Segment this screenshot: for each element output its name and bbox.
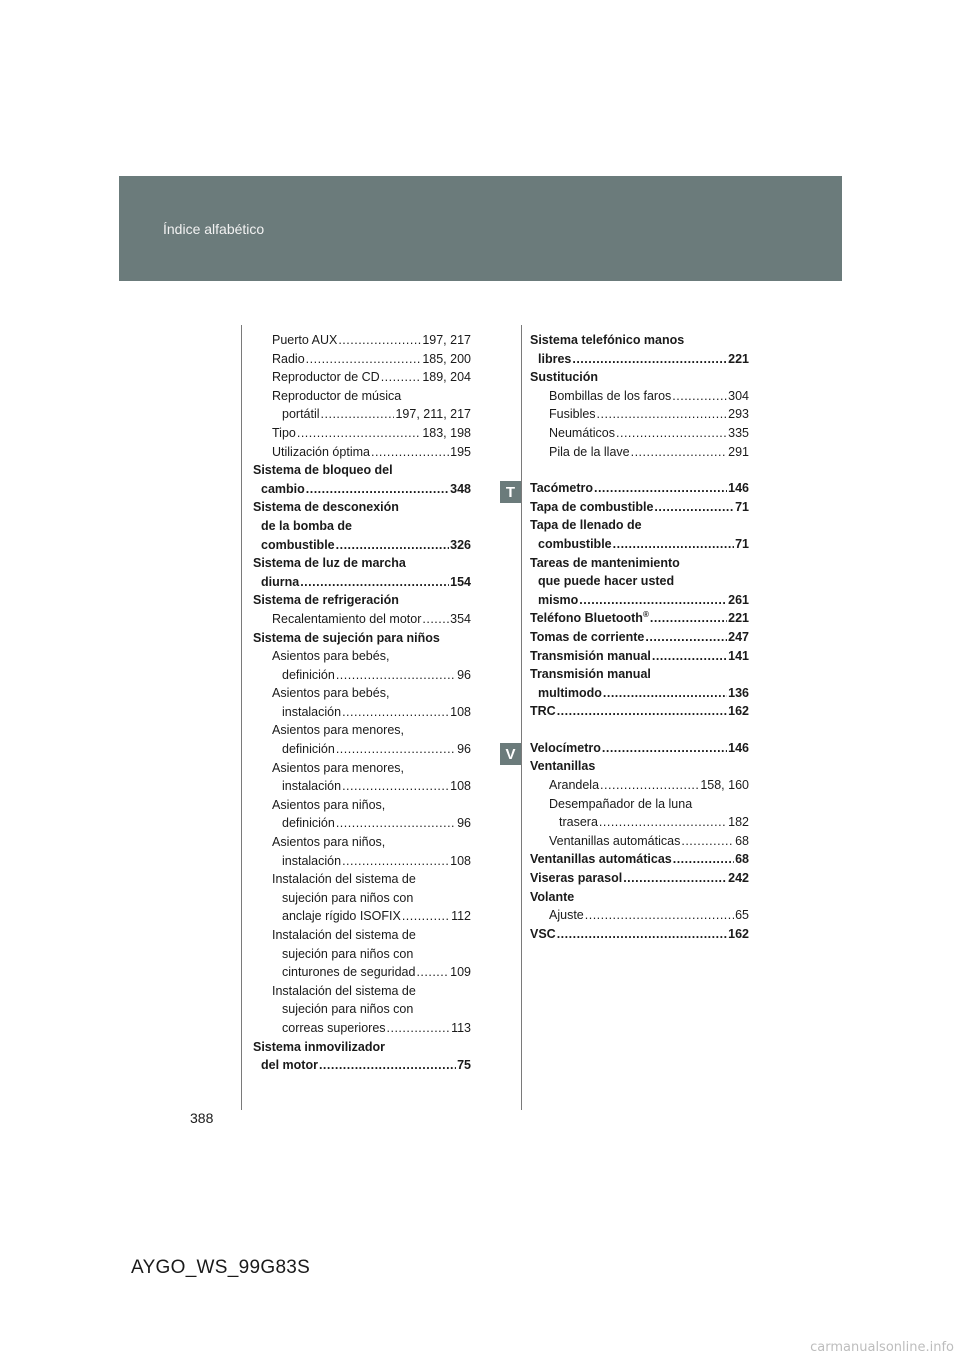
entry-term: Tipo — [272, 425, 296, 440]
entry-term: instalación — [282, 704, 342, 719]
entry-term: definición — [282, 816, 335, 831]
entry-term: Ajuste — [549, 908, 584, 923]
index-entry — [253, 554, 471, 591]
entry-term: Fusibles — [549, 407, 596, 422]
entry-term: Tapa de combustible — [530, 499, 654, 514]
letter-marker-v: V — [500, 743, 521, 765]
entry-page: 108 — [450, 704, 471, 719]
entry-page: 247 — [728, 629, 749, 644]
index-entry — [530, 628, 749, 647]
entry-term: definición — [282, 742, 335, 757]
entry-term: Sustitución — [530, 370, 599, 385]
index-entry — [253, 424, 471, 443]
column-divider — [521, 325, 522, 1110]
index-entry — [253, 759, 471, 796]
section-gap — [530, 461, 749, 479]
entry-page: 291 — [728, 444, 749, 459]
entry-page: 112 — [451, 909, 471, 924]
entry-page: 158, 160 — [700, 778, 749, 793]
entry-term: portátil — [282, 407, 320, 422]
index-entry — [253, 796, 471, 833]
entry-term-line: Sistema telefónico manos — [530, 333, 685, 347]
letter-marker-t: T — [500, 481, 521, 503]
entry-page: 68 — [735, 833, 749, 848]
section-title: Índice alfabético — [163, 221, 265, 237]
entry-term: Neumáticos — [549, 425, 615, 440]
entry-term-line: sujeción para niños con — [282, 946, 414, 961]
entry-term-line: Tapa de llenado de — [530, 518, 642, 533]
entry-term-line: que puede hacer usted — [538, 574, 675, 589]
registered-mark: ® — [642, 610, 649, 620]
index-entry — [253, 331, 471, 350]
entry-page: 68 — [735, 852, 749, 867]
entry-term: multimodo — [538, 685, 602, 700]
index-heading — [253, 629, 471, 648]
entry-page: 335 — [728, 425, 749, 440]
index-entry — [530, 832, 749, 851]
entry-term: Tomas de corriente — [530, 629, 645, 644]
entry-page: 197, 217 — [422, 333, 471, 347]
entry-page: 65 — [735, 908, 749, 923]
entry-page: 261 — [728, 592, 749, 607]
entry-term: Viseras parasol — [530, 871, 623, 886]
index-entry — [253, 461, 471, 498]
entry-term: Reproductor de CD — [272, 370, 380, 385]
entry-page: 185, 200 — [422, 351, 471, 366]
entry-term-line: Transmisión manual — [530, 667, 651, 682]
entry-term-line: de la bomba de — [261, 518, 352, 533]
index-heading — [530, 368, 749, 387]
entry-page: 71 — [735, 536, 749, 551]
entry-page: 183, 198 — [422, 425, 471, 440]
entry-term: Transmisión manual — [530, 648, 651, 663]
entry-page: 109 — [450, 965, 471, 980]
entry-term-line: Sistema inmovilizador — [253, 1039, 385, 1054]
index-entry — [530, 443, 749, 462]
entry-page: 141 — [728, 648, 749, 663]
entry-page: 96 — [457, 667, 471, 682]
entry-term: VSC — [530, 926, 556, 941]
section-header-bar — [119, 176, 842, 281]
entry-term: Recalentamiento del motor — [272, 611, 422, 626]
entry-page: 108 — [450, 853, 471, 868]
entry-term-line: Tareas de mantenimiento — [530, 555, 680, 570]
index-entry — [253, 1038, 471, 1075]
entry-term: libres — [538, 351, 572, 366]
entry-term: Teléfono Bluetooth — [530, 611, 643, 626]
entry-term: Ventanillas — [530, 759, 596, 774]
index-entry — [530, 906, 749, 925]
entry-page: 162 — [728, 704, 749, 719]
entry-page: 182 — [728, 815, 749, 830]
document-code: AYGO_WS_99G83S — [131, 1257, 311, 1278]
entry-term: del motor — [261, 1058, 318, 1073]
entry-term-line: Instalación del sistema de — [272, 983, 416, 998]
index-heading — [530, 757, 749, 776]
entry-page: 195 — [450, 444, 471, 459]
index-entry — [530, 609, 749, 628]
entry-term-line: Instalación del sistema de — [272, 928, 416, 942]
entry-term-line: Asientos para bebés, — [272, 686, 390, 701]
entry-page: 146 — [728, 740, 749, 755]
entry-term: Arandela — [549, 778, 600, 793]
index-entry — [253, 610, 471, 629]
entry-term: Velocímetro — [530, 740, 601, 755]
entry-page: 326 — [450, 537, 471, 552]
entry-term-line: Reproductor de música — [272, 388, 402, 403]
entry-page: 293 — [728, 407, 749, 422]
entry-term-line: Instalación del sistema de — [272, 872, 416, 887]
entry-page: 154 — [450, 574, 471, 589]
entry-term: diurna — [261, 574, 300, 589]
entry-page: 221 — [728, 351, 749, 366]
entry-term-line: sujeción para niños con — [282, 890, 414, 905]
index-entry — [253, 647, 471, 684]
index-entry — [530, 479, 749, 498]
entry-term: Ventanillas automáticas — [549, 833, 681, 848]
entry-term: Utilización óptima — [272, 444, 370, 459]
index-entry — [530, 925, 749, 944]
entry-term-line: Asientos para menores, — [272, 760, 405, 775]
index-entry — [253, 684, 471, 721]
entry-term: Pila de la llave — [549, 444, 630, 459]
entry-page: 242 — [728, 871, 749, 886]
watermark: carmanualsonline.info — [810, 1340, 954, 1355]
index-entry — [253, 870, 471, 926]
entry-term: instalación — [282, 853, 342, 868]
index-entry — [530, 554, 749, 610]
entry-term: Sistema de sujeción para niños — [253, 630, 440, 645]
index-entry — [253, 387, 471, 424]
entry-page: 113 — [451, 1020, 471, 1035]
entry-term: TRC — [530, 704, 556, 719]
entry-page: 197, 211, 217 — [395, 407, 471, 422]
column-divider — [241, 325, 242, 1110]
index-entry — [530, 776, 749, 795]
entry-page: 96 — [457, 816, 471, 831]
entry-term: Puerto AUX — [272, 333, 338, 347]
entry-term: Radio — [272, 351, 305, 366]
section-gap — [530, 721, 749, 739]
entry-term: Bombillas de los faros — [549, 388, 672, 403]
index-entry — [530, 739, 749, 758]
entry-term: Sistema de refrigeración — [253, 593, 399, 608]
index-entry — [530, 665, 749, 702]
entry-term-line: sujeción para niños con — [282, 1002, 414, 1017]
page-number: 388 — [190, 1110, 214, 1126]
entry-term: cambio — [261, 481, 305, 496]
entry-page: 136 — [728, 685, 749, 700]
index-entry — [253, 982, 471, 1038]
index-entry — [253, 926, 471, 982]
entry-term-line: Sistema de bloqueo del — [253, 463, 393, 478]
entry-page: 348 — [450, 481, 471, 496]
index-entry — [253, 443, 471, 462]
entry-term: Ventanillas automáticas — [530, 852, 672, 867]
entry-term-line: Sistema de luz de marcha — [253, 556, 406, 571]
entry-term-line: Sistema de desconexión — [253, 500, 399, 515]
entry-term: anclaje rígido ISOFIX — [282, 909, 401, 924]
entry-page: 75 — [457, 1058, 471, 1073]
index-entry — [530, 498, 749, 517]
entry-page: 108 — [450, 779, 471, 794]
entry-term: Volante — [530, 889, 575, 904]
entry-term: cinturones de seguridad — [282, 965, 416, 980]
index-entry — [530, 387, 749, 406]
entry-term: definición — [282, 667, 335, 682]
index-entry — [530, 795, 749, 832]
entry-term: trasera — [559, 815, 598, 830]
index-column-1 — [253, 331, 471, 1075]
index-entry — [253, 498, 471, 554]
entry-term-line: Asientos para niños, — [272, 835, 386, 850]
entry-page: 354 — [450, 611, 471, 626]
index-entry — [530, 405, 749, 424]
entry-page: 189, 204 — [422, 370, 471, 385]
index-entry — [253, 833, 471, 870]
index-entry — [530, 331, 749, 368]
entry-page: 146 — [728, 481, 749, 496]
entry-term: mismo — [538, 592, 579, 607]
entry-term-line: Asientos para niños, — [272, 797, 386, 812]
index-entry — [253, 721, 471, 758]
entry-term: combustible — [261, 537, 335, 552]
entry-term: combustible — [538, 536, 612, 551]
entry-term-line: Desempañador de la luna — [549, 796, 693, 811]
entry-term: correas superiores — [282, 1020, 386, 1035]
entry-page: 162 — [728, 926, 749, 941]
entry-term: Tacómetro — [530, 481, 593, 496]
entry-page: 71 — [735, 499, 749, 514]
index-entry — [253, 368, 471, 387]
index-entry — [530, 424, 749, 443]
index-entry — [530, 850, 749, 869]
index-heading — [530, 888, 749, 907]
entry-term-line: Asientos para bebés, — [272, 649, 390, 664]
entry-page: 221 — [728, 611, 749, 626]
entry-page: 304 — [728, 388, 749, 403]
index-entry — [530, 647, 749, 666]
entry-page: 96 — [457, 742, 471, 757]
entry-term-line: Asientos para menores, — [272, 723, 405, 738]
entry-term: instalación — [282, 779, 342, 794]
index-entry — [530, 516, 749, 553]
index-entry — [253, 350, 471, 369]
index-column-2 — [530, 331, 749, 943]
index-entry — [530, 702, 749, 721]
index-heading — [253, 591, 471, 610]
index-entry — [530, 869, 749, 888]
